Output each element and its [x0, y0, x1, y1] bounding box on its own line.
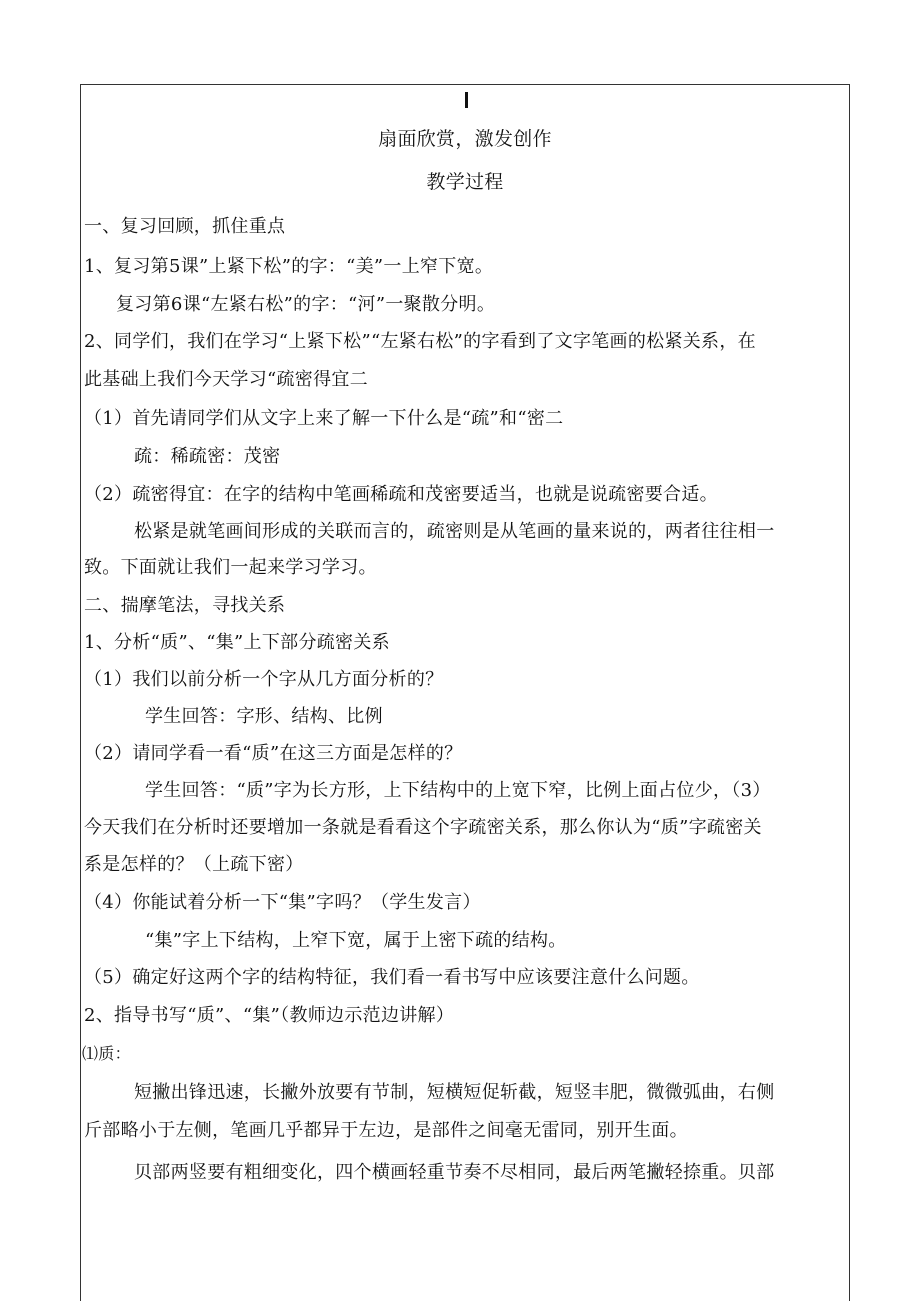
- paragraph-line: 复习第6课“左紧右松”的字：“河”一聚散分明。: [116, 294, 496, 315]
- paragraph-line: 2、指导书写“质”、“集”（教师边示范边讲解）: [84, 1005, 455, 1026]
- paragraph-line: 1、分析“质”、“集”上下部分疏密关系: [84, 632, 390, 653]
- paragraph-line: 松紧是就笔画间形成的关联而言的，疏密则是从笔画的量来说的，两者往往相一: [134, 521, 775, 542]
- cursor-mark: [465, 92, 468, 108]
- paragraph-line: 贝部两竖要有粗细变化，四个横画轻重节奏不尽相同，最后两笔撇轻捺重。贝部: [134, 1162, 775, 1183]
- paragraph-line: 2、同学们，我们在学习“上紧下松”“左紧右松”的字看到了文字笔画的松紧关系，在: [84, 331, 756, 352]
- paragraph-line: ⑴质：: [82, 1044, 131, 1063]
- paragraph-line: 系是怎样的？（上疏下密）: [84, 854, 304, 875]
- paragraph-line: “集”字上下结构，上窄下宽，属于上密下疏的结构。: [145, 930, 567, 951]
- paragraph-line: （1）首先请同学们从文字上来了解一下什么是“疏”和“密二: [84, 408, 564, 429]
- doc-subtitle: 教学过程: [426, 171, 504, 193]
- doc-title: 扇面欣赏，激发创作: [378, 128, 552, 150]
- paragraph-line: （2）请同学看一看“质”在这三方面是怎样的？: [84, 743, 463, 764]
- paragraph-line: （5）确定好这两个字的结构特征，我们看一看书写中应该要注意什么问题。: [84, 967, 700, 988]
- paragraph-line: （1）我们以前分析一个字从几方面分析的？: [84, 669, 444, 690]
- paragraph-line: 疏：稀疏密：茂密: [134, 446, 281, 467]
- section-heading-1: 一、复习回顾，抓住重点: [84, 216, 286, 237]
- section-heading-2: 二、揣摩笔法，寻找关系: [84, 595, 286, 616]
- paragraph-line: 短撇出锋迅速，长撇外放要有节制，短横短促斩截，短竖丰肥，微微弧曲，右侧: [134, 1082, 775, 1103]
- paragraph-line: 斤部略小于左侧，笔画几乎都异于左边，是部件之间毫无雷同，别开生面。: [84, 1120, 688, 1141]
- paragraph-line: 学生回答：字形、结构、比例: [145, 706, 383, 727]
- paragraph-line: 致。下面就让我们一起来学习学习。: [84, 557, 377, 578]
- paragraph-line: 今天我们在分析时还要增加一条就是看看这个字疏密关系，那么你认为“质”字疏密关: [84, 817, 762, 838]
- paragraph-line: 此基础上我们今天学习“疏密得宜二: [84, 369, 369, 390]
- paragraph-line: 学生回答：“质”字为长方形，上下结构中的上宽下窄，比例上面占位少，（3）: [145, 780, 771, 801]
- paragraph-line: 1、复习第5课”上紧下松”的字：“美”一上窄下宽。: [84, 256, 494, 277]
- paragraph-line: （4）你能试着分析一下“集”字吗？（学生发言）: [84, 892, 481, 913]
- paragraph-line: （2）疏密得宜：在字的结构中笔画稀疏和茂密要适当，也就是说疏密要合适。: [84, 484, 718, 505]
